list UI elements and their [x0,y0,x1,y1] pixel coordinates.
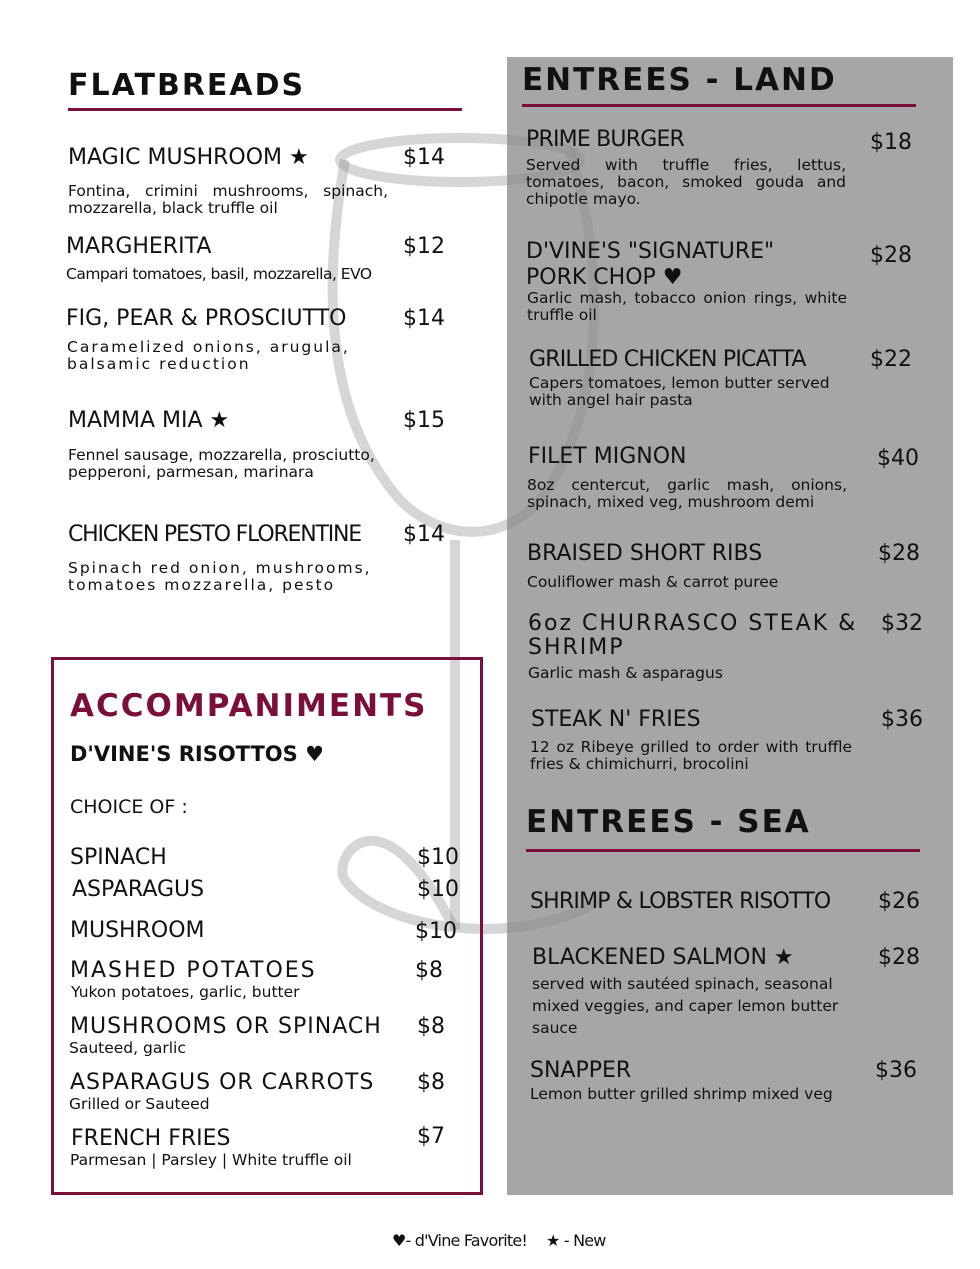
side-item-name: MASHED POTATOES [70,958,317,983]
side-item-name: SPINACH [70,845,167,870]
side-item-name: ASPARAGUS OR CARROTS [70,1070,375,1095]
legend-favorite: ♥- d'Vine Favorite! [392,1231,528,1250]
menu-item-price: $14 [403,306,445,331]
flatbreads-rule [68,108,462,111]
menu-item-price: $28 [870,243,912,268]
menu-item-price: $28 [878,945,920,970]
flatbreads-heading: FLATBREADS [68,68,306,103]
side-item-price: $8 [417,1070,445,1095]
side-item-name: MUSHROOM [70,918,205,943]
menu-item-name: 6oz CHURRASCO STEAK & SHRIMP [528,611,858,660]
menu-item-desc: Spinach red onion, mushrooms, tomatoes mozzarella, pesto [68,559,372,594]
menu-item-name: SHRIMP & LOBSTER RISOTTO [530,889,831,914]
side-item-price: $7 [417,1124,445,1149]
menu-item-name: STEAK N' FRIES [531,707,701,732]
menu-item-price: $14 [403,522,445,547]
menu-item-desc: Couliflower mash & carrot puree [527,573,779,591]
menu-item-desc: Fennel sausage, mozzarella, prosciutto, pepperoni, parmesan, marinara [68,446,375,481]
side-item-price: $8 [415,958,443,983]
menu-item-desc: Garlic mash & asparagus [528,664,723,682]
entrees-sea-heading: ENTREES - SEA [526,804,811,840]
menu-item-name: BRAISED SHORT RIBS [527,541,763,566]
menu-item-price: $36 [875,1058,917,1083]
risottos-subheading: D'VINE'S RISOTTOS ♥ [70,742,324,766]
menu-item-price: $18 [870,130,912,155]
menu-item-desc: Lemon butter grilled shrimp mixed veg [530,1085,833,1103]
side-item-desc: Grilled or Sauteed [69,1095,210,1113]
menu-item-name: FILET MIGNON [528,444,687,469]
menu-item-desc: Campari tomatoes, basil, mozzarella, EVO [66,265,372,283]
menu-item-price: $40 [877,446,919,471]
entrees-sea-rule [526,849,920,852]
side-item-price: $10 [417,845,459,870]
menu-item-desc: Served with truffle fries, lettus, tomatoes, bacon, smoked gouda and chipotle mayo. [526,156,846,208]
side-item-price: $10 [417,877,459,902]
side-item-price: $8 [417,1014,445,1039]
menu-item-name: MARGHERITA [66,234,212,259]
entrees-land-heading: ENTREES - LAND [522,62,837,98]
menu-item-name: BLACKENED SALMON ★ [532,945,794,970]
menu-item-name: PRIME BURGER [526,127,685,152]
menu-item-price: $15 [403,408,445,433]
side-item-price: $10 [415,919,457,944]
choice-of-label: CHOICE OF : [70,796,188,818]
accompaniments-heading: ACCOMPANIMENTS [70,688,428,724]
menu-item-price: $22 [870,347,912,372]
menu-item-name: D'VINE'S "SIGNATURE" PORK CHOP ♥ [526,239,775,290]
menu-item-price: $32 [881,611,923,636]
menu-item-price: $12 [403,234,445,259]
menu-item-name: FIG, PEAR & PROSCIUTTO [66,306,347,331]
side-item-name: ASPARAGUS [72,877,205,902]
menu-item-desc: 12 oz Ribeye grilled to order with truffle fries & chimichurri, brocolini [530,738,852,773]
menu-item-price: $36 [881,707,923,732]
menu-item-price: $28 [878,541,920,566]
menu-item-name: MAMMA MIA ★ [68,408,230,433]
side-item-name: FRENCH FRIES [71,1126,231,1151]
entrees-land-rule [522,104,916,107]
menu-item-desc: served with sautéed spinach, seasonal mixed veggies, and caper lemon butter sauce [532,975,839,1037]
menu-item-name: CHICKEN PESTO FLORENTINE [68,522,361,547]
menu-item-desc: 8oz centercut, garlic mash, onions, spinach, mixed veg, mushroom demi [527,476,847,511]
side-item-name: MUSHROOMS OR SPINACH [70,1014,382,1039]
menu-item-desc: Garlic mash, tobacco onion rings, white truffle oil [527,289,847,324]
legend-new: ★ - New [546,1231,606,1250]
menu-item-name: SNAPPER [530,1058,632,1083]
menu-item-desc: Caramelized onions, arugula, balsamic reduction [67,338,350,373]
menu-item-desc: Fontina, crimini mushrooms, spinach, mozzarella, black truffle oil [68,182,388,217]
menu-item-name: GRILLED CHICKEN PICATTA [529,347,806,372]
side-item-desc: Sauteed, garlic [69,1039,186,1057]
menu-item-desc: Capers tomatoes, lemon butter served with angel hair pasta [529,374,830,409]
menu-item-price: $26 [878,889,920,914]
side-item-desc: Yukon potatoes, garlic, butter [71,983,300,1001]
side-item-desc: Parmesan | Parsley | White truffle oil [70,1151,352,1169]
menu-item-price: $14 [403,145,445,170]
menu-item-name: MAGIC MUSHROOM ★ [68,145,309,170]
